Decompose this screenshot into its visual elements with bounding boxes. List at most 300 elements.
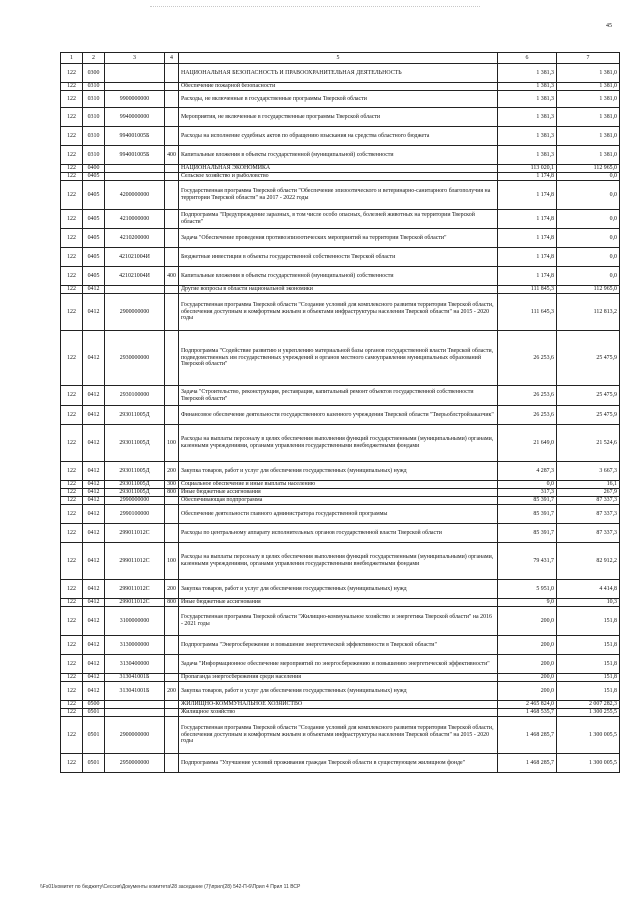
cell-amount-col6: 200,0	[498, 674, 557, 682]
cell-section-code: 0405	[83, 181, 105, 210]
cell-admin-code: 122	[61, 481, 83, 489]
cell-target-article: 2930000000	[105, 331, 165, 386]
cell-section-code: 0405	[83, 248, 105, 267]
cell-amount-col7: 1 381,0	[557, 108, 620, 127]
cell-admin-code: 122	[61, 146, 83, 165]
table-row	[61, 64, 620, 83]
cell-amount-col7: 151,8	[557, 607, 620, 636]
cell-expense-type: 100	[165, 425, 179, 462]
cell-section-code: 0412	[83, 543, 105, 580]
cell-amount-col7: 4 414,8	[557, 580, 620, 599]
cell-target-article	[105, 173, 165, 181]
cell-amount-col7: 0,0	[557, 248, 620, 267]
cell-expense-type	[165, 674, 179, 682]
cell-amount-col6: 1 381,3	[498, 91, 557, 108]
cell-section-code: 0405	[83, 229, 105, 248]
cell-amount-col6: 200,0	[498, 636, 557, 655]
header-cell: 4	[165, 53, 179, 64]
cell-amount-col6: 1 174,8	[498, 181, 557, 210]
cell-amount-col6: 85 391,7	[498, 524, 557, 543]
cell-amount-col7: 25 475,9	[557, 406, 620, 425]
cell-description: Государственная программа Тверской области "Создание условий для комплексного развития территории Тверской области, обеспечения доступным и комфортным жильем и объектами инфраструктуры населения Тверской области" на 2015 - 2020 годы	[179, 717, 498, 754]
cell-amount-col7: 1 300 005,5	[557, 754, 620, 773]
cell-target-article: 9940000000	[105, 108, 165, 127]
cell-amount-col7: 151,8	[557, 636, 620, 655]
cell-expense-type	[165, 229, 179, 248]
page-number: 45	[606, 23, 612, 29]
cell-admin-code: 122	[61, 83, 83, 91]
table-row	[61, 173, 620, 181]
cell-section-code: 0501	[83, 717, 105, 754]
cell-expense-type	[165, 406, 179, 425]
cell-expense-type	[165, 386, 179, 406]
table-row	[61, 406, 620, 425]
cell-description: Другие вопросы в области национальной экономики	[179, 286, 498, 294]
cell-target-article: 2900000000	[105, 717, 165, 754]
cell-amount-col7: 112 965,0	[557, 165, 620, 173]
cell-expense-type	[165, 248, 179, 267]
cell-amount-col6: 85 391,7	[498, 497, 557, 505]
cell-amount-col7: 87 337,3	[557, 524, 620, 543]
cell-expense-type: 800	[165, 489, 179, 497]
cell-section-code: 0405	[83, 173, 105, 181]
cell-target-article	[105, 286, 165, 294]
cell-admin-code: 122	[61, 701, 83, 709]
cell-amount-col6: 9,0	[498, 599, 557, 607]
cell-expense-type	[165, 701, 179, 709]
table-row	[61, 229, 620, 248]
cell-amount-col6: 111 645,3	[498, 294, 557, 331]
cell-amount-col7: 151,8	[557, 682, 620, 701]
cell-section-code: 0412	[83, 505, 105, 524]
cell-expense-type	[165, 754, 179, 773]
cell-amount-col7: 1 381,0	[557, 83, 620, 91]
cell-amount-col6: 26 253,6	[498, 386, 557, 406]
cell-amount-col7: 25 475,9	[557, 386, 620, 406]
cell-admin-code: 122	[61, 181, 83, 210]
cell-expense-type: 200	[165, 580, 179, 599]
cell-admin-code: 122	[61, 717, 83, 754]
cell-target-article	[105, 64, 165, 83]
header-cell: 2	[83, 53, 105, 64]
cell-section-code: 0412	[83, 294, 105, 331]
cell-admin-code: 122	[61, 709, 83, 717]
cell-description: Подпрограмма "Содействие развитию и укреплению материальной базы органов государственной власти Тверской области, подведомственных им государственных учреждений и органов местного самоуправления муниципальных образований Тверской области"	[179, 331, 498, 386]
cell-amount-col7: 1 381,0	[557, 91, 620, 108]
cell-description: Расходы, не включенные в государственные программы Тверской области	[179, 91, 498, 108]
cell-description: НАЦИОНАЛЬНАЯ БЕЗОПАСНОСТЬ И ПРАВООХРАНИТЕЛЬНАЯ ДЕЯТЕЛЬНОСТЬ	[179, 64, 498, 83]
cell-expense-type	[165, 709, 179, 717]
table-row	[61, 505, 620, 524]
cell-target-article: 293011005Д	[105, 481, 165, 489]
cell-target-article: 994001005Б	[105, 127, 165, 146]
cell-target-article: 293011005Д	[105, 406, 165, 425]
cell-admin-code: 122	[61, 524, 83, 543]
cell-expense-type	[165, 331, 179, 386]
table-row	[61, 165, 620, 173]
cell-section-code: 0412	[83, 497, 105, 505]
cell-description: Капитальные вложения в объекты государственной (муниципальной) собственности	[179, 146, 498, 165]
cell-section-code: 0412	[83, 489, 105, 497]
cell-admin-code: 122	[61, 754, 83, 773]
cell-amount-col7: 3 667,3	[557, 462, 620, 481]
cell-description: НАЦИОНАЛЬНАЯ ЭКОНОМИКА	[179, 165, 498, 173]
cell-expense-type	[165, 127, 179, 146]
cell-target-article: 293011005Д	[105, 425, 165, 462]
budget-table	[60, 52, 620, 773]
cell-description: Иные бюджетные ассигнования	[179, 599, 498, 607]
cell-expense-type	[165, 165, 179, 173]
cell-section-code: 0412	[83, 406, 105, 425]
header-cell: 6	[498, 53, 557, 64]
cell-amount-col6: 200,0	[498, 607, 557, 636]
cell-section-code: 0412	[83, 636, 105, 655]
cell-amount-col6: 1 174,8	[498, 267, 557, 286]
cell-section-code: 0412	[83, 607, 105, 636]
cell-target-article: 421021004И	[105, 267, 165, 286]
table-row	[61, 462, 620, 481]
column-number-header	[61, 53, 620, 64]
cell-amount-col7: 1 300 255,5	[557, 709, 620, 717]
cell-admin-code: 122	[61, 425, 83, 462]
table-row	[61, 497, 620, 505]
cell-section-code: 0412	[83, 580, 105, 599]
cell-expense-type: 800	[165, 599, 179, 607]
cell-section-code: 0412	[83, 599, 105, 607]
table-row	[61, 636, 620, 655]
cell-admin-code: 122	[61, 165, 83, 173]
table-row	[61, 248, 620, 267]
cell-description: Подпрограмма "Улучшение условий проживания граждан Тверской области в существующем жилищном фонде"	[179, 754, 498, 773]
table-row	[61, 286, 620, 294]
table-row	[61, 108, 620, 127]
cell-amount-col6: 1 381,3	[498, 83, 557, 91]
cell-description: Задача "Информационное обеспечение мероприятий по энергосбережению и повышению энергетической эффективности"	[179, 655, 498, 674]
cell-section-code: 0405	[83, 267, 105, 286]
cell-section-code: 0412	[83, 462, 105, 481]
header-cell: 3	[105, 53, 165, 64]
table-row	[61, 709, 620, 717]
cell-admin-code: 122	[61, 462, 83, 481]
cell-admin-code: 122	[61, 173, 83, 181]
cell-expense-type: 200	[165, 462, 179, 481]
cell-amount-col7: 1 381,0	[557, 127, 620, 146]
cell-amount-col7: 151,8	[557, 655, 620, 674]
cell-target-article	[105, 165, 165, 173]
cell-target-article: 2950000000	[105, 754, 165, 773]
cell-amount-col6: 79 431,7	[498, 543, 557, 580]
cell-amount-col6: 4 287,3	[498, 462, 557, 481]
cell-target-article: 293011005Д	[105, 489, 165, 497]
cell-amount-col6: 1 174,8	[498, 210, 557, 229]
cell-amount-col6: 85 391,7	[498, 505, 557, 524]
cell-expense-type: 400	[165, 146, 179, 165]
cell-expense-type: 100	[165, 543, 179, 580]
cell-expense-type	[165, 655, 179, 674]
cell-target-article: 4200000000	[105, 181, 165, 210]
cell-description: Закупка товаров, работ и услуг для обеспечения государственных (муниципальных) нужд	[179, 682, 498, 701]
cell-target-article: 313041001Б	[105, 674, 165, 682]
cell-section-code: 0405	[83, 210, 105, 229]
cell-target-article: 293011005Д	[105, 462, 165, 481]
cell-admin-code: 122	[61, 599, 83, 607]
table-row	[61, 386, 620, 406]
cell-target-article: 2990000000	[105, 497, 165, 505]
cell-section-code: 0310	[83, 108, 105, 127]
table-row	[61, 127, 620, 146]
cell-amount-col7: 1 381,0	[557, 146, 620, 165]
cell-section-code: 0310	[83, 146, 105, 165]
table-row	[61, 294, 620, 331]
cell-expense-type	[165, 717, 179, 754]
cell-admin-code: 122	[61, 674, 83, 682]
cell-target-article: 2990100000	[105, 505, 165, 524]
cell-target-article	[105, 701, 165, 709]
cell-admin-code: 122	[61, 294, 83, 331]
cell-expense-type	[165, 64, 179, 83]
cell-amount-col6: 1 174,8	[498, 173, 557, 181]
cell-expense-type: 400	[165, 267, 179, 286]
table-row	[61, 674, 620, 682]
cell-description: Расходы по центральному аппарату исполнительных органов государственной власти Тверской области	[179, 524, 498, 543]
cell-description: Мероприятия, не включенные в государственные программы Тверской области	[179, 108, 498, 127]
cell-admin-code: 122	[61, 210, 83, 229]
cell-admin-code: 122	[61, 229, 83, 248]
cell-expense-type	[165, 181, 179, 210]
cell-expense-type	[165, 91, 179, 108]
cell-expense-type	[165, 607, 179, 636]
cell-target-article: 4210200000	[105, 229, 165, 248]
table-row	[61, 701, 620, 709]
cell-amount-col7: 21 524,6	[557, 425, 620, 462]
cell-description: Сельское хозяйство и рыболовство	[179, 173, 498, 181]
cell-amount-col7: 16,1	[557, 481, 620, 489]
cell-target-article: 4210000000	[105, 210, 165, 229]
cell-section-code: 0310	[83, 83, 105, 91]
cell-amount-col6: 2 465 824,0	[498, 701, 557, 709]
cell-description: Бюджетные инвестиции в объекты государственной собственности Тверской области	[179, 248, 498, 267]
cell-target-article: 3100000000	[105, 607, 165, 636]
table-row	[61, 83, 620, 91]
cell-amount-col7: 1 381,0	[557, 64, 620, 83]
table-row	[61, 580, 620, 599]
cell-amount-col7: 0,0	[557, 181, 620, 210]
cell-amount-col6: 1 381,3	[498, 64, 557, 83]
cell-amount-col6: 21 649,0	[498, 425, 557, 462]
cell-description: Государственная программа Тверской области "Жилищно-коммунальное хозяйство и энергетика Тверской области" на 2016 - 2021 годы	[179, 607, 498, 636]
cell-expense-type: 300	[165, 481, 179, 489]
cell-expense-type	[165, 505, 179, 524]
cell-target-article: 2900000000	[105, 294, 165, 331]
cell-amount-col7: 1 300 005,5	[557, 717, 620, 754]
table-row	[61, 717, 620, 754]
cell-section-code: 0412	[83, 425, 105, 462]
cell-amount-col6: 0,0	[498, 481, 557, 489]
cell-admin-code: 122	[61, 127, 83, 146]
cell-admin-code: 122	[61, 108, 83, 127]
cell-description: Задача "Строительство, реконструкция, реставрация, капитальный ремонт объектов государственной собственности Тверской области"	[179, 386, 498, 406]
scan-artifact	[150, 6, 480, 10]
table-row	[61, 210, 620, 229]
cell-section-code: 0412	[83, 481, 105, 489]
table-row	[61, 754, 620, 773]
cell-target-article: 994001005Б	[105, 146, 165, 165]
cell-description: Закупка товаров, работ и услуг для обеспечения государственных (муниципальных) нужд	[179, 580, 498, 599]
cell-expense-type	[165, 524, 179, 543]
table-row	[61, 267, 620, 286]
cell-description: Социальное обеспечение и иные выплаты населению	[179, 481, 498, 489]
cell-amount-col6: 200,0	[498, 682, 557, 701]
cell-admin-code: 122	[61, 267, 83, 286]
table-row	[61, 146, 620, 165]
cell-section-code: 0310	[83, 91, 105, 108]
cell-expense-type	[165, 108, 179, 127]
file-path-footer: \\Fs01\комитет по бюджету\Сессия\Документы комитета\28 заседание (7)\прил(28) 542-П-6\Прил 4 Прил 11 ВСР	[40, 884, 301, 890]
cell-section-code: 0412	[83, 524, 105, 543]
cell-admin-code: 122	[61, 64, 83, 83]
cell-amount-col7: 151,8	[557, 674, 620, 682]
cell-section-code: 0300	[83, 64, 105, 83]
cell-description: Жилищное хозяйство	[179, 709, 498, 717]
cell-expense-type	[165, 636, 179, 655]
cell-amount-col6: 1 381,3	[498, 146, 557, 165]
table-row	[61, 543, 620, 580]
cell-admin-code: 122	[61, 497, 83, 505]
cell-description: Закупка товаров, работ и услуг для обеспечения государственных (муниципальных) нужд	[179, 462, 498, 481]
cell-target-article: 3130400000	[105, 655, 165, 674]
cell-section-code: 0501	[83, 754, 105, 773]
cell-section-code: 0412	[83, 286, 105, 294]
cell-admin-code: 122	[61, 580, 83, 599]
cell-description: Задача "Обеспечение проведения противоэпизоотических мероприятий на территории Тверской области"	[179, 229, 498, 248]
cell-amount-col7: 0,0	[557, 173, 620, 181]
cell-amount-col6: 1 174,8	[498, 248, 557, 267]
cell-admin-code: 122	[61, 91, 83, 108]
cell-section-code: 0412	[83, 331, 105, 386]
table-row	[61, 682, 620, 701]
table-row	[61, 607, 620, 636]
cell-description: ЖИЛИЩНО-КОММУНАЛЬНОЕ ХОЗЯЙСТВО	[179, 701, 498, 709]
cell-admin-code: 122	[61, 543, 83, 580]
cell-description: Капитальные вложения в объекты государственной (муниципальной) собственности	[179, 267, 498, 286]
cell-description: Государственная программа Тверской области "Создание условий для комплексного развития территории Тверской области, обеспечения доступным и комфортным жильем и объектами инфраструктуры населения Тверской области" на 2015 - 2020 годы	[179, 294, 498, 331]
cell-admin-code: 122	[61, 607, 83, 636]
cell-amount-col6: 1 468 285,7	[498, 754, 557, 773]
cell-description: Обеспечение деятельности главного администратора государственной программы	[179, 505, 498, 524]
cell-description: Финансовое обеспечение деятельности государственного казенного учреждения Тверской области "Тверьоблстройзаказчик"	[179, 406, 498, 425]
cell-section-code: 0412	[83, 655, 105, 674]
cell-section-code: 0412	[83, 386, 105, 406]
cell-admin-code: 122	[61, 331, 83, 386]
cell-section-code: 0412	[83, 682, 105, 701]
cell-description: Государственная программа Тверской области "Обеспечение эпизоотического и ветеринарно-санитарного благополучия на территории Тверской области" на 2017 - 2022 годы	[179, 181, 498, 210]
cell-expense-type	[165, 210, 179, 229]
cell-target-article: 2930100000	[105, 386, 165, 406]
table-row	[61, 181, 620, 210]
cell-expense-type: 200	[165, 682, 179, 701]
cell-amount-col6: 26 253,6	[498, 406, 557, 425]
table-row	[61, 91, 620, 108]
cell-amount-col7: 112 965,0	[557, 286, 620, 294]
table-row	[61, 425, 620, 462]
cell-target-article: 299011012С	[105, 599, 165, 607]
cell-amount-col6: 1 468 535,7	[498, 709, 557, 717]
cell-description: Расходы на исполнение судебных актов по обращению взыскания на средства областного бюджета	[179, 127, 498, 146]
cell-admin-code: 122	[61, 505, 83, 524]
cell-amount-col6: 317,3	[498, 489, 557, 497]
header-cell: 5	[179, 53, 498, 64]
cell-target-article: 9900000000	[105, 91, 165, 108]
table-row	[61, 599, 620, 607]
cell-amount-col6: 5 951,0	[498, 580, 557, 599]
cell-admin-code: 122	[61, 489, 83, 497]
cell-expense-type	[165, 286, 179, 294]
cell-description: Расходы на выплаты персоналу в целях обеспечения выполнения функций государственными (муниципальными) органами, казенными учреждениями, органами управления государственными внебюджетными фондами	[179, 543, 498, 580]
cell-amount-col7: 0,0	[557, 229, 620, 248]
cell-target-article: 421021004И	[105, 248, 165, 267]
cell-amount-col7: 25 475,9	[557, 331, 620, 386]
header-cell: 1	[61, 53, 83, 64]
cell-description: Расходы на выплаты персоналу в целях обеспечения выполнения функций государственными (муниципальными) органами, казенными учреждениями, органами управления государственными внебюджетными фондами	[179, 425, 498, 462]
cell-admin-code: 122	[61, 682, 83, 701]
cell-section-code: 0400	[83, 165, 105, 173]
cell-expense-type	[165, 497, 179, 505]
table-row	[61, 331, 620, 386]
cell-expense-type	[165, 173, 179, 181]
cell-amount-col7: 2 007 282,3	[557, 701, 620, 709]
cell-amount-col6: 1 381,3	[498, 127, 557, 146]
cell-amount-col7: 267,9	[557, 489, 620, 497]
cell-amount-col6: 1 468 285,7	[498, 717, 557, 754]
cell-admin-code: 122	[61, 386, 83, 406]
cell-target-article: 299011012С	[105, 543, 165, 580]
cell-description: Подпрограмма "Предупреждение заразных, в том числе особо опасных, болезней животных на территории Тверской области"	[179, 210, 498, 229]
cell-amount-col7: 87 337,3	[557, 497, 620, 505]
cell-amount-col7: 0,0	[557, 267, 620, 286]
cell-target-article: 299011012С	[105, 580, 165, 599]
cell-amount-col6: 26 253,6	[498, 331, 557, 386]
cell-section-code: 0500	[83, 701, 105, 709]
cell-admin-code: 122	[61, 406, 83, 425]
cell-section-code: 0412	[83, 674, 105, 682]
cell-amount-col6: 1 174,8	[498, 229, 557, 248]
cell-admin-code: 122	[61, 636, 83, 655]
cell-amount-col7: 87 337,3	[557, 505, 620, 524]
table-row	[61, 524, 620, 543]
table-row	[61, 489, 620, 497]
cell-admin-code: 122	[61, 286, 83, 294]
cell-target-article	[105, 83, 165, 91]
cell-description: Подпрограмма "Энергосбережение и повышение энергетической эффективности в Тверской области"	[179, 636, 498, 655]
cell-amount-col6: 200,0	[498, 655, 557, 674]
cell-description: Иные бюджетные ассигнования	[179, 489, 498, 497]
cell-target-article	[105, 709, 165, 717]
cell-target-article: 313041001Б	[105, 682, 165, 701]
cell-amount-col7: 112 813,2	[557, 294, 620, 331]
cell-admin-code: 122	[61, 248, 83, 267]
cell-amount-col6: 111 845,3	[498, 286, 557, 294]
cell-section-code: 0501	[83, 709, 105, 717]
table-row	[61, 655, 620, 674]
cell-amount-col7: 82 912,2	[557, 543, 620, 580]
cell-description: Обеспечение пожарной безопасности	[179, 83, 498, 91]
cell-target-article: 3130000000	[105, 636, 165, 655]
cell-expense-type	[165, 294, 179, 331]
header-cell: 7	[557, 53, 620, 64]
cell-amount-col6: 113 020,1	[498, 165, 557, 173]
cell-amount-col6: 1 381,3	[498, 108, 557, 127]
cell-description: Обеспечивающая подпрограмма	[179, 497, 498, 505]
